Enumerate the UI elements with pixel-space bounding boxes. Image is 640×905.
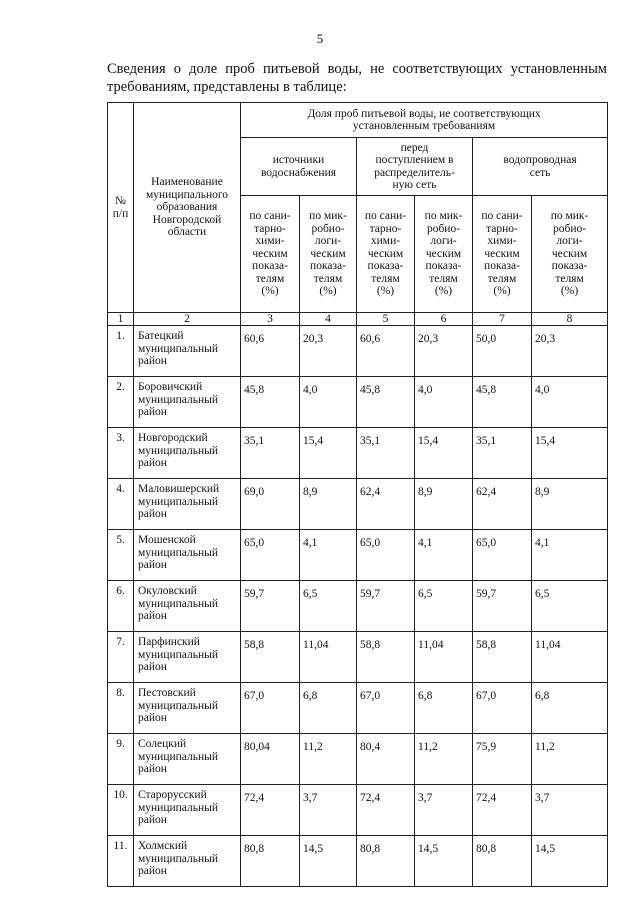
row-number: 6. <box>108 581 134 632</box>
table-row <box>108 479 608 530</box>
row-number: 5. <box>108 530 134 581</box>
value-cell: 59,7 <box>241 581 300 632</box>
value-cell: 4,1 <box>532 530 608 581</box>
row-number: 8. <box>108 683 134 734</box>
header-name <box>134 103 241 313</box>
municipality-name: Мошенской муниципальный район <box>134 530 241 581</box>
value-cell: 60,6 <box>357 326 415 377</box>
subcol-header-8 <box>532 196 608 313</box>
value-cell: 67,0 <box>241 683 300 734</box>
value-cell: 60,6 <box>241 326 300 377</box>
value-cell: 80,04 <box>241 734 300 785</box>
subcol-header-text: по мик- робио- логи- ческим показа- телям (%) <box>424 210 463 298</box>
value-cell: 6,8 <box>532 683 608 734</box>
value-cell: 58,8 <box>241 632 300 683</box>
subgroup-water-network-text: водопроводная сеть <box>503 154 577 179</box>
value-cell: 11,2 <box>300 734 357 785</box>
subcol-header-5 <box>357 196 415 313</box>
value-cell: 4,0 <box>300 377 357 428</box>
value-cell: 67,0 <box>473 683 532 734</box>
water-quality-table <box>107 102 608 887</box>
value-cell: 11,04 <box>300 632 357 683</box>
row-number: 10. <box>108 785 134 836</box>
column-number-4: 4 <box>300 313 357 326</box>
value-cell: 65,0 <box>241 530 300 581</box>
value-cell: 6,5 <box>300 581 357 632</box>
value-cell: 11,2 <box>532 734 608 785</box>
value-cell: 58,8 <box>357 632 415 683</box>
value-cell: 72,4 <box>241 785 300 836</box>
value-cell: 62,4 <box>473 479 532 530</box>
value-cell: 59,7 <box>357 581 415 632</box>
value-cell: 35,1 <box>241 428 300 479</box>
value-cell: 45,8 <box>473 377 532 428</box>
value-cell: 35,1 <box>473 428 532 479</box>
table-row <box>108 530 608 581</box>
value-cell: 75,9 <box>473 734 532 785</box>
table-row <box>108 377 608 428</box>
table-row <box>108 632 608 683</box>
municipality-name: Холмский муниципальный район <box>134 836 241 887</box>
column-number-8: 8 <box>532 313 608 326</box>
header-name-text: Наименование муниципального образования Новгородской области <box>145 176 229 239</box>
column-number-5: 5 <box>357 313 415 326</box>
header-number <box>108 103 134 313</box>
value-cell: 20,3 <box>300 326 357 377</box>
table-row <box>108 581 608 632</box>
value-cell: 80,8 <box>473 836 532 887</box>
value-cell: 8,9 <box>300 479 357 530</box>
municipality-name: Маловишерский муниципальный район <box>134 479 241 530</box>
header-group-text: Доля проб питьевой воды, не соответствующих установленным требованиям <box>307 107 541 132</box>
value-cell: 80,8 <box>357 836 415 887</box>
subcol-header-4 <box>300 196 357 313</box>
value-cell: 72,4 <box>473 785 532 836</box>
row-number: 7. <box>108 632 134 683</box>
value-cell: 11,04 <box>532 632 608 683</box>
value-cell: 65,0 <box>473 530 532 581</box>
value-cell: 11,2 <box>415 734 473 785</box>
value-cell: 20,3 <box>415 326 473 377</box>
value-cell: 59,7 <box>473 581 532 632</box>
header-group <box>241 103 608 138</box>
subcol-header-text: по мик- робио- логи- ческим показа- телям (%) <box>550 210 589 298</box>
value-cell: 15,4 <box>532 428 608 479</box>
value-cell: 20,3 <box>532 326 608 377</box>
value-cell: 6,5 <box>532 581 608 632</box>
table-row <box>108 326 608 377</box>
row-number: 1. <box>108 326 134 377</box>
value-cell: 4,0 <box>532 377 608 428</box>
row-number: 3. <box>108 428 134 479</box>
header-number-text: № п/п <box>112 195 129 220</box>
value-cell: 6,5 <box>415 581 473 632</box>
municipality-name: Новгородский муниципальный район <box>134 428 241 479</box>
value-cell: 11,04 <box>415 632 473 683</box>
value-cell: 8,9 <box>415 479 473 530</box>
value-cell: 67,0 <box>357 683 415 734</box>
municipality-name: Солецкий муниципальный район <box>134 734 241 785</box>
value-cell: 6,8 <box>300 683 357 734</box>
value-cell: 3,7 <box>415 785 473 836</box>
value-cell: 58,8 <box>473 632 532 683</box>
column-number-7: 7 <box>473 313 532 326</box>
column-number-1: 1 <box>108 313 134 326</box>
value-cell: 3,7 <box>300 785 357 836</box>
value-cell: 80,8 <box>241 836 300 887</box>
table-row <box>108 428 608 479</box>
row-number: 4. <box>108 479 134 530</box>
table-row <box>108 683 608 734</box>
column-number-6: 6 <box>415 313 473 326</box>
value-cell: 45,8 <box>241 377 300 428</box>
value-cell: 72,4 <box>357 785 415 836</box>
value-cell: 3,7 <box>532 785 608 836</box>
value-cell: 6,8 <box>415 683 473 734</box>
subcol-header-text: по сани- тарно- хими- ческим показа- телям (%) <box>249 210 291 298</box>
subcol-header-6 <box>415 196 473 313</box>
value-cell: 80,4 <box>357 734 415 785</box>
subgroup-water-network <box>473 138 608 196</box>
subcol-header-text: по мик- робио- логи- ческим показа- телям (%) <box>309 210 347 298</box>
municipality-name: Окуловский муниципальный район <box>134 581 241 632</box>
page-number: 5 <box>316 31 324 46</box>
value-cell: 14,5 <box>415 836 473 887</box>
municipality-name: Парфинский муниципальный район <box>134 632 241 683</box>
value-cell: 50,0 <box>473 326 532 377</box>
subcol-header-text: по сани- тарно- хими- ческим показа- телям (%) <box>364 210 407 298</box>
row-number: 2. <box>108 377 134 428</box>
value-cell: 62,4 <box>357 479 415 530</box>
municipality-name: Боровичский муниципальный район <box>134 377 241 428</box>
value-cell: 15,4 <box>415 428 473 479</box>
value-cell: 14,5 <box>532 836 608 887</box>
subcol-header-7 <box>473 196 532 313</box>
value-cell: 69,0 <box>241 479 300 530</box>
subcol-header-3 <box>241 196 300 313</box>
subgroup-sources-text: источники водоснабжения <box>260 154 337 179</box>
table-row <box>108 785 608 836</box>
value-cell: 45,8 <box>357 377 415 428</box>
value-cell: 65,0 <box>357 530 415 581</box>
column-number-3: 3 <box>241 313 300 326</box>
municipality-name: Пестовский муниципальный район <box>134 683 241 734</box>
subcol-header-text: по сани- тарно- хими- ческим показа- телям (%) <box>481 210 523 298</box>
municipality-name: Батецкий муниципальный район <box>134 326 241 377</box>
table-row <box>108 734 608 785</box>
intro-paragraph: Сведения о доле проб питьевой воды, не соответствующих установленным требованиям, представлены в таблице: <box>107 61 607 95</box>
value-cell: 4,1 <box>300 530 357 581</box>
value-cell: 35,1 <box>357 428 415 479</box>
row-number: 9. <box>108 734 134 785</box>
subgroup-sources <box>241 138 357 196</box>
value-cell: 4,0 <box>415 377 473 428</box>
row-number: 11. <box>108 836 134 887</box>
column-number-2: 2 <box>134 313 241 326</box>
value-cell: 8,9 <box>532 479 608 530</box>
value-cell: 15,4 <box>300 428 357 479</box>
value-cell: 4,1 <box>415 530 473 581</box>
table-row <box>108 836 608 887</box>
municipality-name: Старорусский муниципальный район <box>134 785 241 836</box>
subgroup-before-network-text: перед поступлением в распределитель- ную сеть <box>374 141 455 191</box>
value-cell: 14,5 <box>300 836 357 887</box>
subgroup-before-network <box>357 138 473 196</box>
